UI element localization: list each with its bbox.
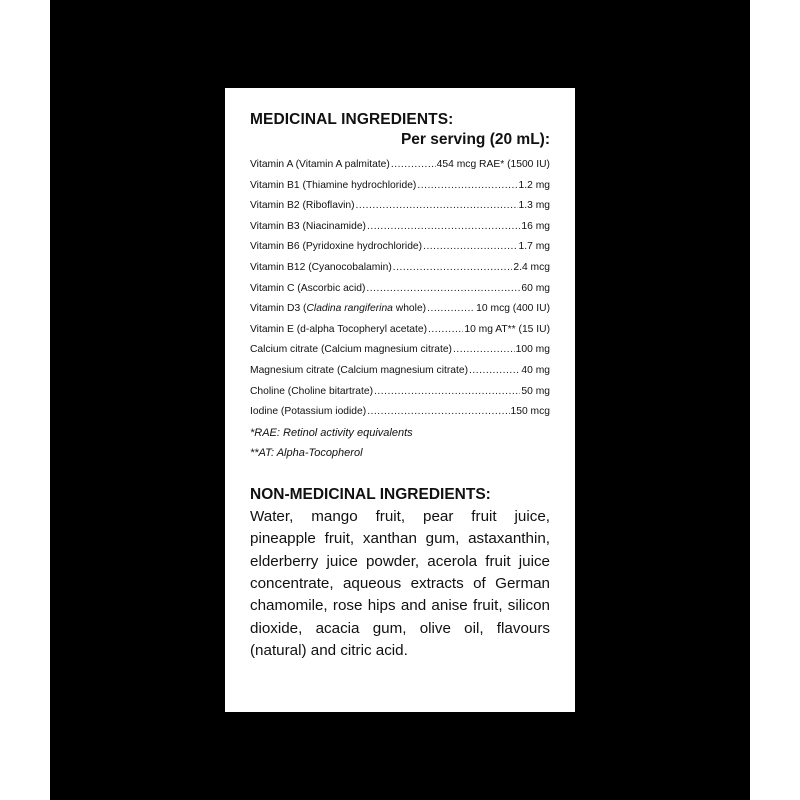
- serving-size-heading: Per serving (20 mL):: [400, 131, 550, 148]
- ingredient-row: [250, 340, 550, 361]
- ingredient-row: [250, 155, 550, 176]
- ingredient-row: [250, 320, 550, 341]
- ingredient-amount: 454 mcg RAE* (1500 IU): [436, 159, 550, 170]
- ingredient-row: [250, 402, 550, 423]
- ingredient-name: Calcium citrate (Calcium magnesium citrate): [250, 344, 452, 356]
- ingredient-name: [250, 299, 426, 320]
- ingredient-list: [250, 155, 550, 423]
- ingredient-row: [250, 176, 550, 197]
- ingredient-amount: 100 mg: [515, 344, 550, 356]
- medicinal-ingredients-heading: MEDICINAL INGREDIENTS:: [250, 111, 454, 128]
- ingredient-amount: 1.3 mg: [518, 200, 550, 212]
- ingredient-name-suffix: whole): [392, 303, 427, 315]
- ingredient-name: Vitamin E (d-alpha Tocopheryl acetate): [250, 323, 428, 335]
- ingredient-amount: 10 mcg (400 IU): [476, 303, 550, 315]
- leader-dots: [356, 196, 518, 217]
- ingredient-amount: 1.7 mg: [518, 241, 550, 253]
- ingredient-amount: 16 mg: [521, 220, 550, 232]
- ingredient-name: Vitamin B1 (Thiamine hydrochloride): [250, 179, 417, 191]
- leader-dots: [428, 320, 463, 341]
- leader-dots: [367, 217, 520, 238]
- ingredient-name: Magnesium citrate (Calcium magnesium citrate): [250, 364, 469, 376]
- leader-dots: [393, 258, 513, 279]
- ingredient-row: [250, 279, 550, 300]
- non-medicinal-ingredients-heading: NON-MEDICINAL INGREDIENTS:: [250, 485, 491, 503]
- ingredient-amount: 150 mcg: [510, 406, 550, 418]
- ingredient-name: Vitamin B12 (Cyanocobalamin): [250, 261, 392, 273]
- ingredient-name-italic: Cladina rangiferina: [306, 303, 393, 315]
- ingredient-name: Vitamin A (Vitamin A palmitate): [250, 159, 390, 170]
- ingredient-name-prefix: Vitamin D3 (: [250, 303, 307, 315]
- leader-dots: [366, 279, 520, 300]
- ingredient-row: [250, 237, 550, 258]
- leader-dots: [417, 176, 517, 197]
- leader-dots: [469, 361, 520, 382]
- ingredient-amount: 40 mg: [521, 364, 550, 376]
- ingredient-amount: 10 mg AT** (15 IU): [464, 323, 550, 335]
- leader-dots: [427, 299, 475, 320]
- footnote-rae: *RAE: Retinol activity equivalents: [250, 426, 413, 439]
- ingredient-row: [250, 299, 550, 320]
- ingredient-name: Vitamin C (Ascorbic acid): [250, 282, 366, 294]
- ingredient-name: Vitamin B3 (Niacinamide): [250, 220, 366, 232]
- ingredient-row: [250, 258, 550, 279]
- ingredient-name: Vitamin B6 (Pyridoxine hydrochloride): [250, 241, 423, 253]
- supplement-facts-label: [225, 88, 575, 712]
- ingredient-row: [250, 196, 550, 217]
- leader-dots: [391, 155, 436, 176]
- leader-dots: [374, 382, 520, 403]
- leader-dots: [423, 237, 517, 258]
- ingredient-amount: 60 mg: [521, 282, 550, 294]
- ingredient-amount: 50 mg: [521, 385, 550, 397]
- leader-dots: [453, 340, 515, 361]
- ingredient-row: [250, 361, 550, 382]
- ingredient-row: [250, 217, 550, 238]
- footnote-at: **AT: Alpha-Tocopherol: [250, 447, 363, 460]
- ingredient-name: Choline (Choline bitartrate): [250, 385, 374, 397]
- ingredient-amount: 2.4 mcg: [513, 261, 550, 273]
- leader-dots: [367, 402, 509, 423]
- ingredient-amount: 1.2 mg: [518, 179, 550, 191]
- ingredient-name: Vitamin B2 (Riboflavin): [250, 200, 355, 212]
- ingredient-row: [250, 382, 550, 403]
- ingredient-name: Iodine (Potassium iodide): [250, 406, 367, 418]
- non-medicinal-ingredients-text: Water, mango fruit, pear fruit juice, pineapple fruit, xanthan gum, astaxanthin, elderberry juice powder, acerola fruit juice concentrate, aqueous extracts of German chamomile, rose hips and anise fruit, silicon dioxide, acacia gum, olive oil, flavours (natural) and citric acid.: [250, 507, 550, 660]
